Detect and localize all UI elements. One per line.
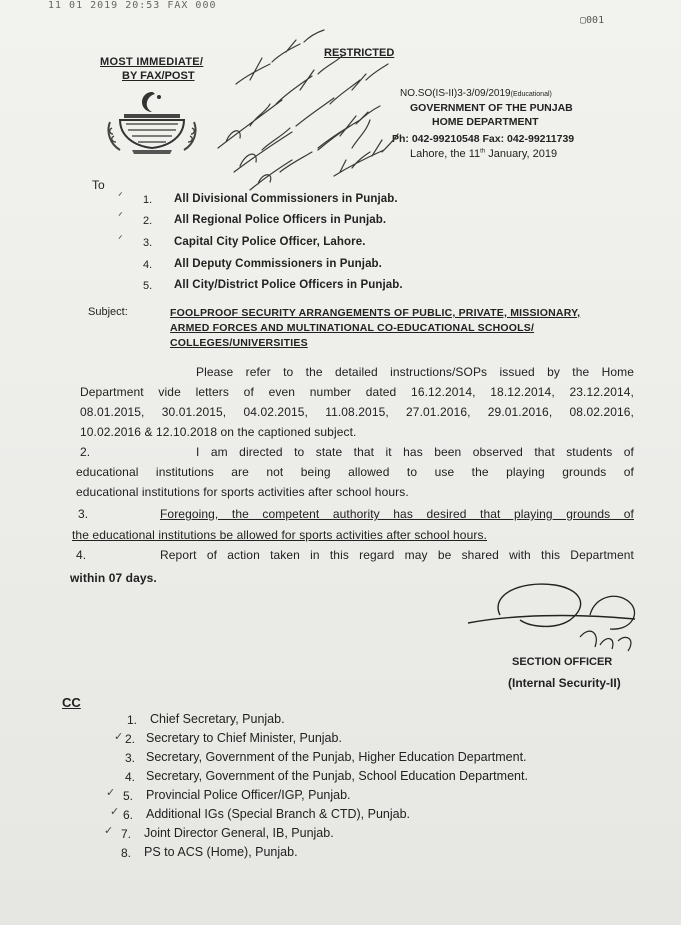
- cc-item: Additional IGs (Special Branch & CTD), Punjab.: [146, 807, 411, 821]
- department-name: HOME DEPARTMENT: [432, 116, 539, 128]
- tick-mark-icon: ᐟ: [118, 191, 123, 203]
- tick-mark-icon: ✓: [106, 787, 116, 799]
- cc-item: PS to ACS (Home), Punjab.: [144, 845, 298, 859]
- body-line: Department vide letters of even number dated 16.12.2014, 18.12.2014, 23.12.2014,: [80, 385, 634, 399]
- delivery-label: BY FAX/POST: [122, 70, 195, 82]
- body-line: Report of action taken in this regard may be shared with this Department: [160, 548, 634, 562]
- subject-label: Subject:: [88, 306, 128, 318]
- addressee-number: 5.: [143, 280, 153, 292]
- addressee-item: All City/District Police Officers in Punjab.: [174, 279, 403, 291]
- government-name: GOVERNMENT OF THE PUNJAB: [410, 102, 573, 114]
- cc-number: 5.: [123, 789, 134, 803]
- body-line: 08.01.2015, 30.01.2015, 04.02.2015, 11.08.2015, 27.01.2016, 29.01.2016, 08.02.2016,: [80, 405, 634, 419]
- subject-line: COLLEGES/UNIVERSITIES: [170, 337, 308, 349]
- body-line: Foregoing, the competent authority has desired that playing grounds of: [160, 507, 634, 521]
- classification-label: RESTRICTED: [324, 47, 395, 59]
- cc-number: 7.: [121, 827, 132, 841]
- to-label: To: [92, 178, 105, 192]
- body-line: educational institutions for sports activities after school hours.: [76, 485, 409, 499]
- tick-mark-icon: ✓: [114, 731, 124, 743]
- addressee-number: 1.: [143, 194, 153, 206]
- letter-date: Lahore, the 11th January, 2019: [410, 148, 558, 160]
- tick-mark-icon: ✓: [104, 825, 114, 837]
- signatory-title: SECTION OFFICER: [512, 656, 613, 668]
- subject-line: ARMED FORCES AND MULTINATIONAL CO-EDUCATIONAL SCHOOLS/: [170, 322, 535, 334]
- paragraph-number: 4.: [76, 548, 87, 562]
- addressee-number: 2.: [143, 215, 153, 227]
- tick-mark-icon: ✓: [110, 806, 120, 818]
- addressee-item: All Divisional Commissioners in Punjab.: [174, 193, 398, 205]
- addressee-item: Capital City Police Officer, Lahore.: [174, 236, 366, 248]
- cc-label: CC: [62, 695, 81, 710]
- fax-header: 11 01 2019 20:53 FAX 000: [48, 0, 217, 11]
- cc-item: Chief Secretary, Punjab.: [150, 712, 285, 726]
- priority-label: MOST IMMEDIATE/: [100, 56, 204, 68]
- tick-mark-icon: ᐟ: [118, 211, 123, 223]
- contact-numbers: Ph: 042-99210548 Fax: 042-99211739: [392, 133, 575, 145]
- addressee-number: 3.: [143, 237, 153, 249]
- addressee-number: 4.: [143, 259, 153, 271]
- addressee-item: All Deputy Commissioners in Punjab.: [174, 258, 382, 270]
- cc-item: Secretary, Government of the Punjab, School Education Department.: [146, 769, 528, 783]
- cc-number: 1.: [127, 713, 138, 727]
- cc-number: 8.: [121, 846, 132, 860]
- addressee-item: All Regional Police Officers in Punjab.: [174, 214, 387, 226]
- subject-line: FOOLPROOF SECURITY ARRANGEMENTS OF PUBLIC, PRIVATE, MISSIONARY,: [170, 307, 581, 319]
- fax-page-icon: ▢: [580, 15, 587, 26]
- cc-number: 3.: [125, 751, 136, 765]
- body-line: the educational institutions be allowed for sports activities after school hours.: [72, 528, 487, 542]
- paragraph-number: 3.: [78, 507, 89, 521]
- tick-mark-icon: ᐟ: [118, 234, 123, 246]
- reference-number: NO.SO(IS-II)3-3/09/2019(Educational): [400, 88, 552, 99]
- cc-item: Secretary, Government of the Punjab, Higher Education Department.: [146, 750, 527, 764]
- paragraph-number: 2.: [80, 445, 91, 459]
- cc-item: Secretary to Chief Minister, Punjab.: [146, 731, 342, 745]
- body-line: 10.02.2016 & 12.10.2018 on the captioned subject.: [80, 425, 357, 439]
- cc-number: 6.: [123, 808, 134, 822]
- signature-icon: [460, 575, 650, 665]
- body-line: I am directed to state that it has been observed that students of: [196, 445, 634, 459]
- cc-item: Provincial Police Officer/IGP, Punjab.: [146, 788, 351, 802]
- cc-number: 4.: [125, 770, 136, 784]
- cc-item: Joint Director General, IB, Punjab.: [144, 826, 334, 840]
- signatory-unit: (Internal Security-II): [508, 676, 621, 690]
- body-line: Please refer to the detailed instructions/SOPs issued by the Home: [196, 365, 634, 379]
- cc-number: 2.: [125, 732, 136, 746]
- body-line: within 07 days.: [70, 571, 157, 585]
- page-marker: ▢001: [580, 15, 605, 26]
- body-line: educational institutions are not being allowed to use the playing grounds of: [76, 465, 634, 479]
- punjab-emblem-icon: [104, 88, 200, 156]
